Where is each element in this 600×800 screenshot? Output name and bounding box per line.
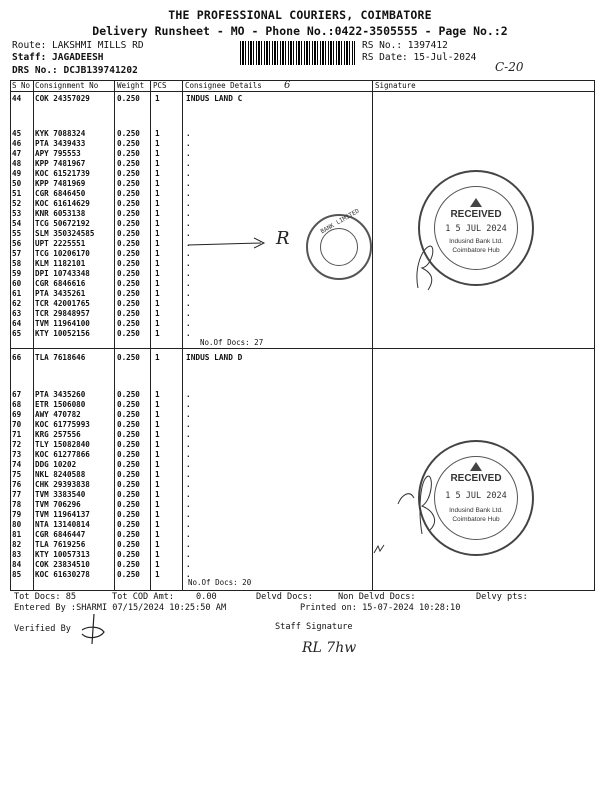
- weight-cell: 0.250: [117, 209, 140, 218]
- weight-cell: 0.250: [117, 189, 140, 198]
- received-label: RECEIVED: [450, 209, 502, 220]
- received-date: 1 5 JUL 2024: [445, 491, 507, 501]
- weight-cell: 0.250: [117, 440, 140, 449]
- consignment-cell: TCG 50672192: [35, 219, 90, 228]
- consignment-cell: CGR 6846616: [35, 279, 86, 288]
- consignment-cell: PTA 3435260: [35, 390, 86, 399]
- sno-cell: 81: [12, 530, 22, 539]
- consignee-dot: .: [186, 470, 191, 479]
- consignee-dot: .: [186, 500, 191, 509]
- consignment-cell: KOC 61521739: [35, 169, 90, 178]
- pcs-cell: 1: [155, 550, 160, 559]
- entered-by: Entered By :SHARMI 07/15/2024 10:25:50 AM: [14, 603, 227, 613]
- no-of-docs: No.Of Docs: 20: [188, 578, 252, 587]
- non-delivered-docs: Non Delvd Docs:: [338, 592, 416, 602]
- weight-cell: 0.250: [117, 179, 140, 188]
- consignee-dot: .: [186, 209, 191, 218]
- weight-cell: 0.250: [117, 219, 140, 228]
- triangle-icon: [470, 198, 482, 207]
- pcs-cell: 1: [155, 94, 160, 103]
- rs-date: RS Date: 15-Jul-2024: [362, 52, 477, 63]
- pcs-cell: 1: [155, 159, 160, 168]
- pcs-cell: 1: [155, 269, 160, 278]
- pcs-cell: 1: [155, 400, 160, 409]
- pcs-cell: 1: [155, 520, 160, 529]
- weight-cell: 0.250: [117, 129, 140, 138]
- weight-cell: 0.250: [117, 420, 140, 429]
- pcs-cell: 1: [155, 450, 160, 459]
- consignment-cell: COK 23834510: [35, 560, 90, 569]
- consignee-dot: .: [186, 249, 191, 258]
- consignment-cell: CGR 6846450: [35, 189, 86, 198]
- consignee-dot: .: [186, 259, 191, 268]
- weight-cell: 0.250: [117, 159, 140, 168]
- pcs-cell: 1: [155, 219, 160, 228]
- pcs-cell: 1: [155, 540, 160, 549]
- weight-cell: 0.250: [117, 430, 140, 439]
- consignee-dot: .: [186, 129, 191, 138]
- sno-cell: 82: [12, 540, 22, 549]
- sno-cell: 60: [12, 279, 22, 288]
- sno-cell: 48: [12, 159, 22, 168]
- sno-cell: 49: [12, 169, 22, 178]
- sno-cell: 58: [12, 259, 22, 268]
- bank-branch: Coimbatore Hub: [452, 247, 500, 254]
- consignee-dot: .: [186, 289, 191, 298]
- group-divider: [10, 348, 595, 349]
- sno-cell: 50: [12, 179, 22, 188]
- sno-cell: 56: [12, 239, 22, 248]
- consignment-cell: TLA 7618646: [35, 353, 86, 362]
- consignee-dot: .: [186, 239, 191, 248]
- handwritten-page-mark: C-20: [495, 60, 524, 74]
- printed-on: Printed on: 15-07-2024 10:28:10: [300, 603, 461, 613]
- consignee-dot: .: [186, 189, 191, 198]
- consignee-dot: .: [186, 319, 191, 328]
- pcs-cell: 1: [155, 390, 160, 399]
- consignee-dot: .: [186, 199, 191, 208]
- pcs-cell: 1: [155, 460, 160, 469]
- consignment-cell: KTY 10052156: [35, 329, 90, 338]
- col-header-consignment: Consignment No: [35, 81, 99, 90]
- weight-cell: 0.250: [117, 309, 140, 318]
- pcs-cell: 1: [155, 319, 160, 328]
- weight-cell: 0.250: [117, 149, 140, 158]
- weight-cell: 0.250: [117, 400, 140, 409]
- consignee-dot: .: [186, 149, 191, 158]
- rs-number: RS No.: 1397412: [362, 40, 448, 51]
- sno-cell: 69: [12, 410, 22, 419]
- pcs-cell: 1: [155, 500, 160, 509]
- consignee-dot: .: [186, 440, 191, 449]
- triangle-icon: [470, 462, 482, 471]
- sno-cell: 74: [12, 460, 22, 469]
- weight-cell: 0.250: [117, 530, 140, 539]
- weight-cell: 0.250: [117, 329, 140, 338]
- consignment-cell: KPP 7481967: [35, 159, 86, 168]
- weight-cell: 0.250: [117, 470, 140, 479]
- route-label: Route: LAKSHMI MILLS RD: [12, 40, 144, 51]
- runsheet-subtitle: Delivery Runsheet - MO - Phone No.:0422-3505555 - Page No.:2: [92, 24, 508, 38]
- sno-cell: 44: [12, 94, 22, 103]
- pcs-cell: 1: [155, 169, 160, 178]
- sno-cell: 80: [12, 520, 22, 529]
- pcs-cell: 1: [155, 440, 160, 449]
- consignee-dot: .: [186, 420, 191, 429]
- pcs-cell: 1: [155, 560, 160, 569]
- weight-cell: 0.250: [117, 199, 140, 208]
- table-header-row: [10, 80, 595, 92]
- pcs-cell: 1: [155, 279, 160, 288]
- weight-cell: 0.250: [117, 229, 140, 238]
- sno-cell: 61: [12, 289, 22, 298]
- weight-cell: 0.250: [117, 353, 140, 362]
- consignee-dot: .: [186, 460, 191, 469]
- col-header-consignee: Consignee Details: [185, 81, 262, 90]
- consignee-dot: .: [186, 570, 191, 579]
- weight-cell: 0.250: [117, 490, 140, 499]
- consignment-cell: TCR 29848957: [35, 309, 90, 318]
- sno-cell: 51: [12, 189, 22, 198]
- sno-cell: 77: [12, 490, 22, 499]
- consignment-cell: UPT 2225551: [35, 239, 86, 248]
- weight-cell: 0.250: [117, 520, 140, 529]
- consignment-cell: TVM 706296: [35, 500, 81, 509]
- sno-cell: 62: [12, 299, 22, 308]
- received-stamp: [418, 170, 534, 286]
- sno-cell: 65: [12, 329, 22, 338]
- pcs-cell: 1: [155, 480, 160, 489]
- pcs-cell: 1: [155, 289, 160, 298]
- weight-cell: 0.250: [117, 259, 140, 268]
- consignee-dot: .: [186, 269, 191, 278]
- sno-cell: 76: [12, 480, 22, 489]
- consignment-cell: PTA 3439433: [35, 139, 86, 148]
- sno-cell: 47: [12, 149, 22, 158]
- consignment-cell: DDG 10202: [35, 460, 77, 469]
- barcode: [240, 41, 355, 65]
- consignee-dot: .: [186, 139, 191, 148]
- total-cod-amount: 0.00: [196, 592, 217, 602]
- weight-cell: 0.250: [117, 390, 140, 399]
- consignee-dot: .: [186, 480, 191, 489]
- consignment-cell: TCR 42001765: [35, 299, 90, 308]
- consignment-cell: NTA 13140814: [35, 520, 90, 529]
- consignment-cell: APY 795553: [35, 149, 81, 158]
- pcs-cell: 1: [155, 353, 160, 362]
- sno-cell: 84: [12, 560, 22, 569]
- weight-cell: 0.250: [117, 319, 140, 328]
- weight-cell: 0.250: [117, 510, 140, 519]
- weight-cell: 0.250: [117, 550, 140, 559]
- consignee-dot: .: [186, 510, 191, 519]
- consignment-cell: CHK 29393838: [35, 480, 90, 489]
- consignee-dot: .: [186, 450, 191, 459]
- pcs-cell: 1: [155, 570, 160, 579]
- consignee-dot: .: [186, 560, 191, 569]
- verifier-signature: [78, 612, 106, 648]
- staff-label: Staff: JAGADEESH: [12, 52, 104, 63]
- sno-cell: 59: [12, 269, 22, 278]
- consignee-dot: .: [186, 329, 191, 338]
- sno-cell: 45: [12, 129, 22, 138]
- consignee-dot: .: [186, 309, 191, 318]
- pcs-cell: 1: [155, 420, 160, 429]
- weight-cell: 0.250: [117, 560, 140, 569]
- consignment-cell: KOC 61614629: [35, 199, 90, 208]
- consignment-cell: TVM 3383540: [35, 490, 86, 499]
- weight-cell: 0.250: [117, 289, 140, 298]
- consignment-cell: KPP 7481969: [35, 179, 86, 188]
- weight-cell: 0.250: [117, 94, 140, 103]
- consignee-dot: .: [186, 279, 191, 288]
- consignment-cell: TVM 11964137: [35, 510, 90, 519]
- consignment-cell: COK 24357029: [35, 94, 90, 103]
- sno-cell: 52: [12, 199, 22, 208]
- weight-cell: 0.250: [117, 139, 140, 148]
- pcs-cell: 1: [155, 490, 160, 499]
- sno-cell: 57: [12, 249, 22, 258]
- col-header-signature: Signature: [375, 81, 416, 90]
- verified-by-label: Verified By: [14, 624, 71, 634]
- weight-cell: 0.250: [117, 239, 140, 248]
- consignment-cell: SLM 350324585: [35, 229, 95, 238]
- pcs-cell: 1: [155, 470, 160, 479]
- staff-signature: RL 7hw: [302, 640, 357, 656]
- pcs-cell: 1: [155, 149, 160, 158]
- signature-scribble: [372, 543, 386, 555]
- pcs-cell: 1: [155, 209, 160, 218]
- pcs-cell: 1: [155, 430, 160, 439]
- consignment-cell: KYK 7088324: [35, 129, 86, 138]
- total-cod-label: Tot COD Amt:: [112, 592, 175, 602]
- col-header-pcs: PCS: [153, 81, 167, 90]
- consignment-cell: DPI 10743348: [35, 269, 90, 278]
- consignee-dot: .: [186, 219, 191, 228]
- received-date: 1 5 JUL 2024: [445, 224, 507, 234]
- sno-cell: 83: [12, 550, 22, 559]
- weight-cell: 0.250: [117, 269, 140, 278]
- consignment-cell: KNR 6053138: [35, 209, 86, 218]
- weight-cell: 0.250: [117, 500, 140, 509]
- weight-cell: 0.250: [117, 299, 140, 308]
- pcs-cell: 1: [155, 329, 160, 338]
- pcs-cell: 1: [155, 259, 160, 268]
- pcs-cell: 1: [155, 510, 160, 519]
- consignment-cell: KOC 61277866: [35, 450, 90, 459]
- delivery-points: Delvy pts:: [476, 592, 528, 602]
- sno-cell: 46: [12, 139, 22, 148]
- consignment-cell: KOC 61775993: [35, 420, 90, 429]
- sno-cell: 75: [12, 470, 22, 479]
- consignee-dot: .: [186, 530, 191, 539]
- col-divider: [182, 80, 183, 591]
- col-header-weight: Weight: [117, 81, 145, 90]
- consignment-cell: KLM 1182101: [35, 259, 86, 268]
- received-label: RECEIVED: [450, 473, 502, 484]
- consignment-cell: ETR 1506080: [35, 400, 86, 409]
- signature-scribble: [392, 470, 452, 540]
- sno-cell: 64: [12, 319, 22, 328]
- consignment-cell: PTA 3435261: [35, 289, 86, 298]
- consignment-cell: TLY 15082840: [35, 440, 90, 449]
- sno-cell: 54: [12, 219, 22, 228]
- consignment-cell: CGR 6846447: [35, 530, 86, 539]
- weight-cell: 0.250: [117, 480, 140, 489]
- bank-name: Indusind Bank Ltd.: [449, 507, 503, 514]
- consignee-dot: .: [186, 169, 191, 178]
- no-of-docs: No.Of Docs: 27: [200, 338, 264, 347]
- pcs-cell: 1: [155, 129, 160, 138]
- weight-cell: 0.250: [117, 450, 140, 459]
- pcs-cell: 1: [155, 410, 160, 419]
- consignee-dot: .: [186, 540, 191, 549]
- sno-cell: 68: [12, 400, 22, 409]
- staff-signature-label: Staff Signature: [275, 622, 353, 632]
- company-title: THE PROFESSIONAL COURIERS, COIMBATORE: [168, 8, 432, 22]
- consignment-cell: AWY 470782: [35, 410, 81, 419]
- consignee-name: INDUS LAND D: [186, 353, 243, 362]
- bank-seal-stamp: [306, 207, 372, 280]
- consignment-cell: TVM 11964100: [35, 319, 90, 328]
- pcs-cell: 1: [155, 179, 160, 188]
- consignee-dot: .: [186, 410, 191, 419]
- pcs-cell: 1: [155, 299, 160, 308]
- consignee-dot: .: [186, 520, 191, 529]
- consignment-cell: KTY 10057313: [35, 550, 90, 559]
- sno-cell: 73: [12, 450, 22, 459]
- bank-name: Indusind Bank Ltd.: [449, 238, 503, 245]
- sno-cell: 67: [12, 390, 22, 399]
- pcs-cell: 1: [155, 199, 160, 208]
- consignee-dot: .: [186, 550, 191, 559]
- sno-cell: 66: [12, 353, 22, 362]
- weight-cell: 0.250: [117, 540, 140, 549]
- sno-cell: 79: [12, 510, 22, 519]
- consignee-dot: .: [186, 490, 191, 499]
- pcs-cell: 1: [155, 239, 160, 248]
- consignee-dot: .: [186, 400, 191, 409]
- seal-text: BANK LIMITED: [319, 207, 361, 236]
- consignment-cell: TLA 7619256: [35, 540, 86, 549]
- weight-cell: 0.250: [117, 410, 140, 419]
- sno-cell: 78: [12, 500, 22, 509]
- pcs-cell: 1: [155, 139, 160, 148]
- pcs-cell: 1: [155, 189, 160, 198]
- pcs-cell: 1: [155, 530, 160, 539]
- consignment-cell: KOC 61630278: [35, 570, 90, 579]
- pcs-cell: 1: [155, 309, 160, 318]
- sno-cell: 53: [12, 209, 22, 218]
- delivered-docs: Delvd Docs:: [256, 592, 313, 602]
- consignment-cell: NKL 8240588: [35, 470, 86, 479]
- consignee-dot: .: [186, 229, 191, 238]
- consignee-dot: .: [186, 430, 191, 439]
- handwritten-top-mark: 6: [284, 80, 291, 91]
- sno-cell: 63: [12, 309, 22, 318]
- sno-cell: 85: [12, 570, 22, 579]
- weight-cell: 0.250: [117, 249, 140, 258]
- bank-branch: Coimbatore Hub: [452, 516, 500, 523]
- sno-cell: 55: [12, 229, 22, 238]
- pcs-cell: 1: [155, 249, 160, 258]
- handwritten-r-mark: R: [276, 228, 290, 249]
- pcs-cell: 1: [155, 229, 160, 238]
- sno-cell: 72: [12, 440, 22, 449]
- sno-cell: 70: [12, 420, 22, 429]
- consignment-cell: TCG 10206170: [35, 249, 90, 258]
- weight-cell: 0.250: [117, 169, 140, 178]
- weight-cell: 0.250: [117, 279, 140, 288]
- col-divider: [372, 80, 373, 591]
- consignee-dot: .: [186, 179, 191, 188]
- consignment-cell: KRG 257556: [35, 430, 81, 439]
- col-header-sno: S No: [12, 81, 31, 90]
- consignee-name: INDUS LAND C: [186, 94, 243, 103]
- weight-cell: 0.250: [117, 570, 140, 579]
- consignee-dot: .: [186, 159, 191, 168]
- drs-number: DRS No.: DCJB139741202: [12, 65, 138, 76]
- weight-cell: 0.250: [117, 460, 140, 469]
- consignee-dot: .: [186, 390, 191, 399]
- consignee-dot: .: [186, 299, 191, 308]
- sno-cell: 71: [12, 430, 22, 439]
- total-docs: Tot Docs: 85: [14, 592, 77, 602]
